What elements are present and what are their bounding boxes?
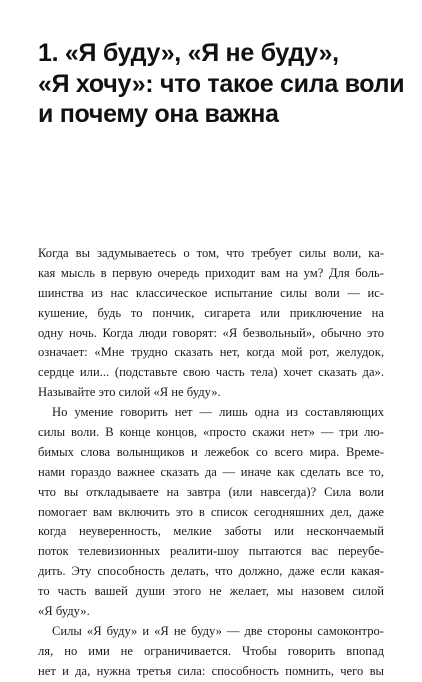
body-text-line: Но умение говорить нет — лишь одна из составляющих xyxy=(52,405,384,420)
body-text-line: шинства из нас классическое испытание силы воли — ис- xyxy=(38,285,384,300)
chapter-title-line: и почему она важна xyxy=(38,100,279,128)
chapter-title-line: «Я хочу»: что такое сила воли xyxy=(38,69,405,98)
body-text-line: ля, но ими не ограничивается. Чтобы говорить впопад xyxy=(38,643,384,658)
body-text-line: то часть вашей души этого не желает, мы назовем силой xyxy=(38,584,384,599)
body-text-line: нами гораздо важнее сказать да — иначе как сделать все то, xyxy=(38,464,384,479)
chapter-heading xyxy=(38,38,405,130)
body-text-line: одну ночь. Когда люди говорят: «Я безвольный», обычно это xyxy=(38,325,384,340)
body-text-line: поток телевизионных реалити-шоу пытаются вас переубе- xyxy=(38,544,384,559)
body-text-line: когда неуверенность, мелкие заботы или нескончаемый xyxy=(38,524,384,539)
chapter-heading-line-1 xyxy=(38,38,398,69)
body-text-line: кая мысль в первую очередь приходит вам на ум? Для боль- xyxy=(38,265,384,280)
body-text-line: помогает вам включить это в список сегодняшних дел, даже xyxy=(38,504,384,519)
body-text-line: дить. Эту способность делать, что должно, даже если какая- xyxy=(38,564,384,579)
body-text-line: Когда вы задумываетесь о том, что требует силы воли, ка- xyxy=(38,246,384,260)
body-text xyxy=(38,244,384,682)
body-text-line: силы воли. В конце концов, «просто скажи нет» — три лю- xyxy=(38,425,384,440)
chapter-number: 1. xyxy=(38,39,59,67)
body-text-line: «Я буду». xyxy=(38,604,90,619)
body-text-line: Называйте это силой «Я не буду». xyxy=(38,385,221,400)
body-text-line: кушение, будь то пончик, сигарета или приключение на xyxy=(38,305,384,320)
body-text-line: Силы «Я буду» и «Я не буду» — две стороны самоконтро- xyxy=(52,623,384,638)
chapter-title-line: «Я буду», «Я не буду», xyxy=(58,39,339,67)
body-text-line: нет и да, нужна третья сила: способность помнить, чего вы xyxy=(38,663,384,678)
body-text-line: сердце или... (подставьте свою часть тела) хочет сказать да». xyxy=(38,365,384,380)
body-text-line: что вы откладываете на завтра (или навсегда)? Сила воли xyxy=(38,484,384,499)
body-text-line: бимых слова волынщиков и лежебок со всего мира. Време- xyxy=(38,444,384,459)
body-text-line: означает: «Мне трудно сказать нет, когда мой рот, желудок, xyxy=(38,345,384,360)
